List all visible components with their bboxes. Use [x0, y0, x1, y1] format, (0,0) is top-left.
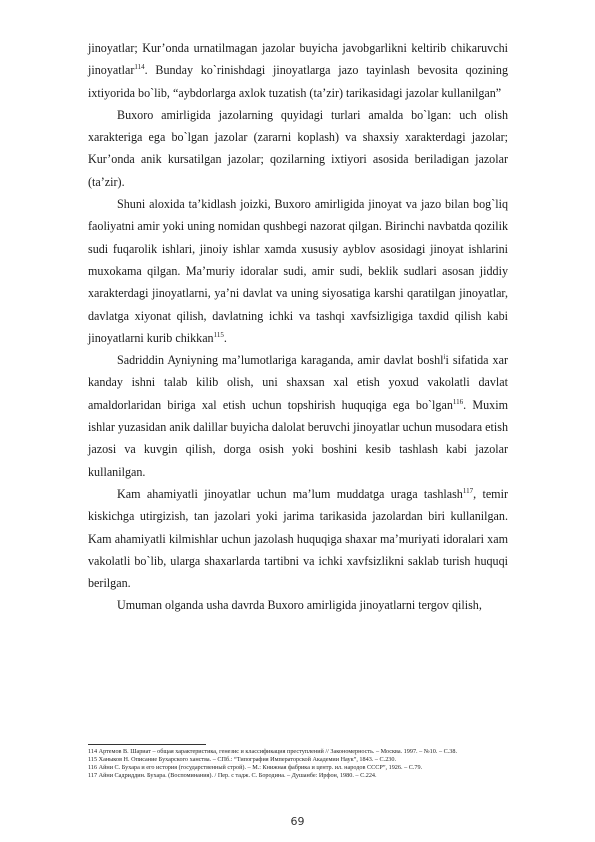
paragraph-text: Sadriddin Ayniyning ma’lumotlariga karaganda, amir davlat boshl	[117, 353, 444, 368]
footnote-ref-114[interactable]: 114	[134, 63, 145, 72]
paragraph-6	[88, 594, 508, 616]
footnote-ref-117[interactable]: 117	[462, 486, 474, 495]
paragraph-text: jinoyatlar; Kur’onda urnatilmagan jazolar buyicha javobgarlikni keltirib chikaruvchi jinoyatlar	[88, 41, 508, 78]
footnote-114: 114 Артемов В. Шариат – общая характеристика, генезис и классификация преступлений // Закономерность. – Москва. 1997. – №10. – С.38.	[88, 748, 458, 755]
footnotes	[88, 748, 508, 780]
paragraph-5	[88, 483, 508, 594]
paragraph-text-tail: i sifatida xar kanday ishni talab kilib olish, uni shaxsan xal etish yoxud vakolatli davlat amaldorlaridan biriga xal etish uchun topshirish huquqiga ega bo`lgan	[88, 353, 508, 412]
paragraph-text: Shuni aloxida ta’kidlash joizki, Buxoro amirligida jinoyat va jazo bilan bog`liq faoliyatni amir yoki uning nomidan qushbegi nazorat qilgan. Birinchi navbatda qozilik sudi fuqarolik ishlari, jinoiy ishlar xamda xususiy ayblov asosidagi jinoyat ishlarini muxokama qilgan. Ma’muriy idoralar sudi, amir sudi, beklik sudlari asosan jiddiy xarakterdagi jinoyatlarni, ya’ni davlat va uning siyosatiga karshi qaratilgan jinoyatlar, davlatga xiyonat qilish, davlatning ichki va tashqi xavfsizligiga taxdid qilish kabi jinoyatlarni kurib chikkan	[88, 197, 508, 345]
paragraph-text: Umuman olganda usha davrda Buxoro amirligida jinoyatlarni tergov qilish,	[117, 598, 482, 613]
footnote-divider	[88, 744, 206, 745]
paragraph-text: Kam ahamiyatli jinoyatlar uchun ma’lum muddatga uraga tashlash	[117, 486, 463, 501]
footnote-115: 115 Ханыков Н. Описание Бухарского ханства. – СПб.: “Типография Императорской Академии Наук”, 1843. – С.230.	[88, 756, 397, 764]
paragraph-text-tail: , temir kiskichga utirgizish, tan jazolari yoki jarima tarikasida jazolardan biri kullanilgan. Kam ahamiyatli kilmishlar uchun jazolash huquqiga shaxar ma’muriyati idoralari xam vakolatli bo`lib, ularga shaxarlarda tartibni va ichki xavfsizlikni saklab turish huquqi berilgan.	[88, 486, 508, 591]
footnote-ref-116[interactable]: 116	[452, 397, 464, 406]
paragraph-2	[88, 104, 508, 193]
paragraph-text-tail: .	[223, 330, 227, 345]
footnote-116: 116 Айни С. Бухара и его история (государственный строй). – М.: Книжная фабрика и центр. ил. народов СССР”, 1926. – С.79.	[88, 764, 423, 772]
paragraph-4	[88, 349, 508, 483]
paragraph-text-tail-2: . Muxim ishlar yuzasidan anik dalillar buyicha dalolat beruvchi jinoyatlar uchun musodara etish jazosi va kuvgin qilish, dorga osish yoki boshini kesib tashlash kabi jazolar kullanilgan.	[88, 397, 508, 479]
footnote-117: 117 Айни Садриддин. Бухара. (Воспоминания). / Пер. с тадж. С. Бородина. – Душанбе: Ирфон, 1980. – С.224.	[88, 772, 377, 780]
paragraph-1	[88, 37, 508, 104]
paragraph-3	[88, 193, 508, 349]
page-number: 69	[290, 815, 305, 828]
footnote-ref-115[interactable]: 115	[213, 330, 224, 339]
paragraph-text-tail: . Bunday ko`rinishdagi jinoyatlarga jazo tayinlash bevosita qozining ixtiyorida bo`lib, “aybdorlarga axlok tuzatish (ta’zir) tarikasidagi jazolar kullanilgan”	[88, 63, 508, 100]
superscript-glyph: i	[443, 353, 446, 362]
body-text	[88, 37, 508, 617]
paragraph-text: Buxoro amirligida jazolarning quyidagi turlari amalda bo`lgan: uch olish xarakteriga ega bo`lgan jazolar (zararni koplash) va shaxsiy xarakterdagi jazolar; Kur’onda anik kursatilgan jazolar; qozilarning ixtiyori asosida beriladigan jazolar (ta’zir).	[88, 107, 508, 189]
